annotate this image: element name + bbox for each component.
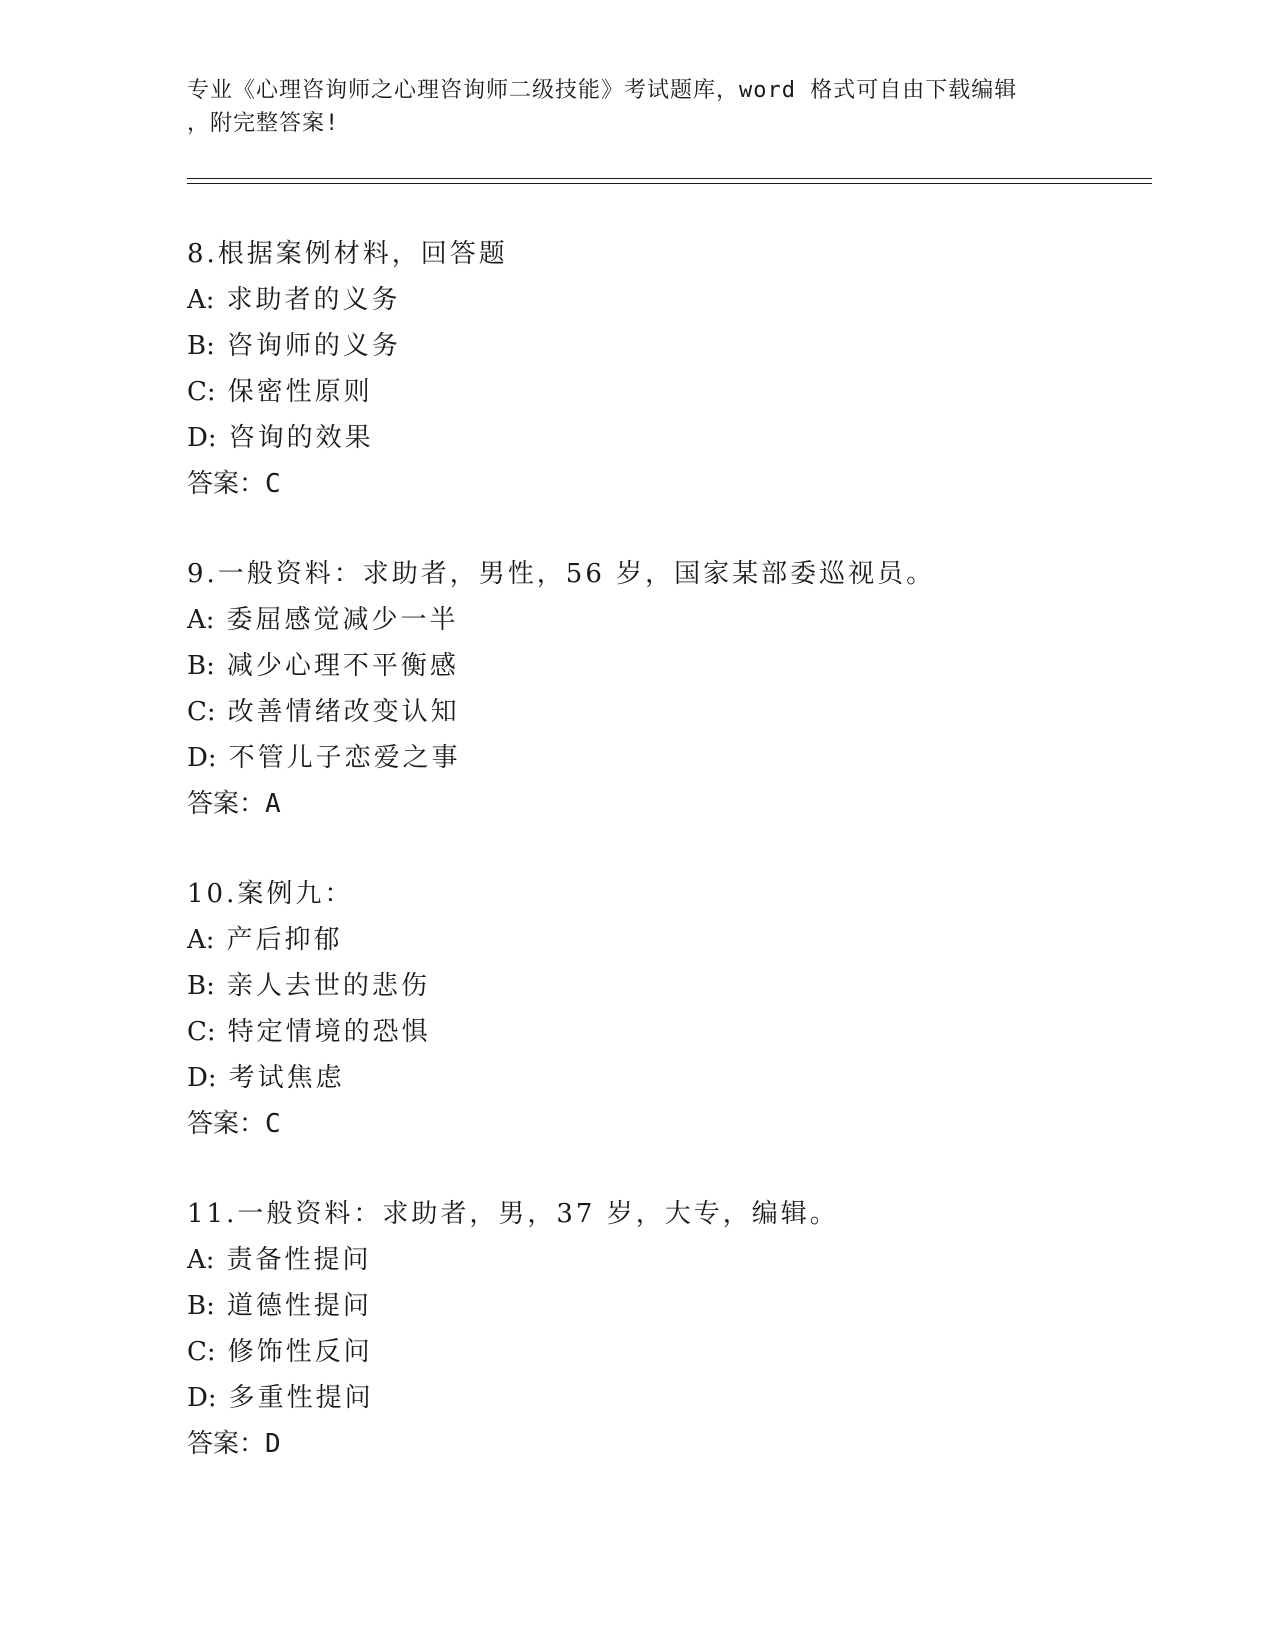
- option-c: [187, 689, 1147, 735]
- option-text: 改善情绪改变认知: [227, 697, 460, 727]
- option-label: C:: [187, 1017, 216, 1047]
- question-title: 10.案例九：: [187, 879, 354, 909]
- option-label: B:: [187, 651, 215, 681]
- option-text: 考试焦虑: [228, 1063, 345, 1093]
- option-text: 修饰性反问: [227, 1337, 373, 1367]
- question-title: 8.根据案例材料，回答题: [187, 239, 508, 269]
- option-label: B:: [187, 1291, 215, 1321]
- option-text: 亲人去世的悲伤: [226, 971, 430, 1001]
- question-8: [187, 231, 1147, 507]
- option-label: A:: [187, 925, 215, 955]
- header-divider-bottom: [187, 183, 1152, 184]
- option-label: A:: [187, 1245, 215, 1275]
- option-label: D:: [187, 423, 217, 453]
- option-text: 求助者的义务: [226, 285, 401, 315]
- option-d: [187, 1055, 1147, 1101]
- header-divider-top: [187, 178, 1152, 179]
- question-title: 11.一般资料：求助者，男，37 岁，大专，编辑。: [187, 1199, 839, 1229]
- question-9: [187, 551, 1147, 827]
- answer: 答案：D: [187, 1429, 281, 1459]
- option-label: D:: [187, 1383, 217, 1413]
- option-label: C:: [187, 1337, 216, 1367]
- option-c: [187, 1329, 1147, 1375]
- question-10: [187, 871, 1147, 1147]
- option-a: [187, 597, 1147, 643]
- option-d: [187, 415, 1147, 461]
- option-text: 保密性原则: [227, 377, 373, 407]
- option-text: 道德性提问: [226, 1291, 372, 1321]
- option-text: 产后抑郁: [226, 925, 343, 955]
- option-a: [187, 917, 1147, 963]
- option-b: [187, 643, 1147, 689]
- option-d: [187, 1375, 1147, 1421]
- option-label: D:: [187, 1063, 217, 1093]
- header-line-2: ，附完整答案!: [187, 111, 340, 136]
- option-label: D:: [187, 743, 217, 773]
- option-label: C:: [187, 697, 216, 727]
- option-text: 特定情境的恐惧: [227, 1017, 431, 1047]
- option-b: [187, 963, 1147, 1009]
- question-list: [187, 231, 1147, 1467]
- option-label: B:: [187, 331, 215, 361]
- option-b: [187, 1283, 1147, 1329]
- option-a: [187, 1237, 1147, 1283]
- option-c: [187, 1009, 1147, 1055]
- answer: 答案：C: [187, 469, 281, 499]
- option-text: 咨询的效果: [228, 423, 374, 453]
- option-text: 责备性提问: [226, 1245, 372, 1275]
- question-11: [187, 1191, 1147, 1467]
- option-text: 委屈感觉减少一半: [226, 605, 459, 635]
- document-header: [187, 74, 1087, 140]
- answer: 答案：C: [187, 1109, 281, 1139]
- option-a: [187, 277, 1147, 323]
- option-label: A:: [187, 285, 215, 315]
- question-title: 9.一般资料：求助者，男性，56 岁，国家某部委巡视员。: [187, 559, 936, 589]
- option-label: B:: [187, 971, 215, 1001]
- option-d: [187, 735, 1147, 781]
- option-text: 不管儿子恋爱之事: [228, 743, 461, 773]
- option-b: [187, 323, 1147, 369]
- option-label: C:: [187, 377, 216, 407]
- option-text: 多重性提问: [228, 1383, 374, 1413]
- option-c: [187, 369, 1147, 415]
- option-text: 咨询师的义务: [226, 331, 401, 361]
- answer: 答案：A: [187, 789, 281, 819]
- option-label: A:: [187, 605, 215, 635]
- option-text: 减少心理不平衡感: [226, 651, 459, 681]
- header-line-1: 专业《心理咨询师之心理咨询师二级技能》考试题库，word 格式可自由下载编辑: [187, 78, 1018, 103]
